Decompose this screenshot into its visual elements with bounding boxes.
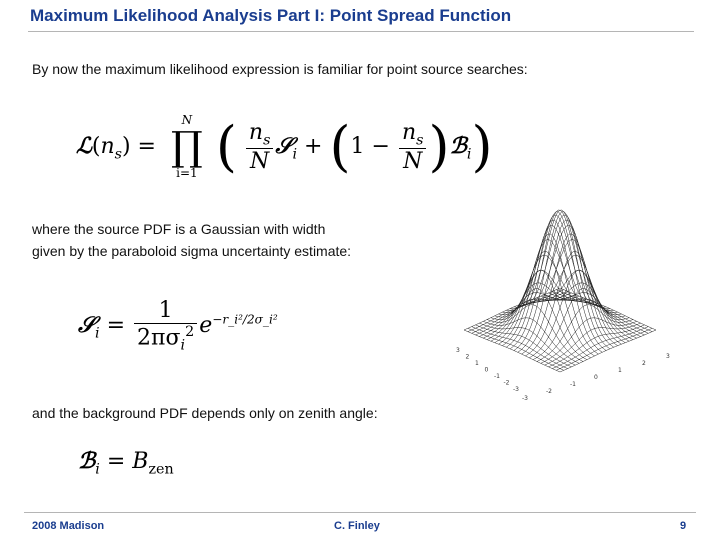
- mesh-line: [510, 210, 606, 349]
- signal-pdf-den: 2πσ: [137, 325, 181, 351]
- background-symbol: ℬ: [449, 133, 467, 159]
- frac-num: n: [248, 119, 264, 145]
- axis-tick-label: 2: [465, 353, 470, 361]
- footer-left: 2008 Madison: [32, 520, 105, 532]
- ns-fraction: [246, 120, 274, 174]
- one: 1: [350, 134, 365, 159]
- product-upper: N: [181, 113, 193, 127]
- axis-tick-label: -1: [570, 381, 576, 388]
- axis-tick-label: -1: [494, 373, 500, 380]
- frac-den-2: N: [403, 149, 423, 175]
- axis-tick-label: -3: [522, 395, 528, 402]
- background-pdf-equation: ℬ$_i$ = $B_{zen}$: [78, 448, 174, 478]
- mesh-line: [472, 327, 568, 369]
- surface-mesh: [464, 210, 656, 372]
- product-lower: i=1: [176, 166, 198, 180]
- slide-title: Maximum Likelihood Analysis Part I: Point Spread Function: [30, 6, 512, 25]
- page-number: 9: [680, 520, 687, 532]
- axis-tick-label: -2: [503, 379, 510, 387]
- exponent: −r_i²/2σ_i²: [212, 312, 278, 327]
- mesh-line: [514, 210, 610, 349]
- signal-pdf-fraction: [134, 298, 197, 354]
- axis-tick-label: 3: [456, 347, 460, 354]
- mesh-line: [552, 327, 648, 369]
- signal-pdf-symbol: 𝒮: [78, 311, 96, 338]
- axis-tick-label: 2: [642, 360, 646, 367]
- frac-num-sub: s: [263, 132, 271, 149]
- signal-symbol: 𝒮: [275, 133, 293, 159]
- likelihood-symbol: ℒ: [76, 133, 92, 159]
- axis-tick-label: -3: [513, 386, 519, 393]
- background-pdf-rhs: B: [132, 449, 149, 474]
- source-text-line1: where the source PDF is a Gaussian with width: [32, 221, 326, 237]
- signal-pdf-num: 1: [158, 298, 173, 323]
- axis-tick-label: 0: [594, 374, 598, 381]
- background-pdf-rhs-sub: zen: [148, 461, 174, 478]
- signal-pdf-den-sub: i: [180, 337, 186, 354]
- footer-center: C. Finley: [334, 520, 380, 532]
- title-divider: [28, 31, 694, 32]
- ns-sub: s: [114, 146, 122, 163]
- background-text: and the background PDF depends only on zenith angle:: [32, 405, 378, 421]
- frac-num-sub-2: s: [416, 132, 424, 149]
- signal-pdf-equation: 𝒮$_i$ = $\frac{1}{2\pi\sigma_i^2}$ $e^{-r\_i^2/2\sigma\_i^2}$: [78, 298, 278, 354]
- axis-tick-label: 1: [475, 360, 479, 367]
- intro-text: By now the maximum likelihood expression is familiar for point source searches:: [32, 61, 528, 77]
- ns-fraction-2: [399, 120, 427, 174]
- axis-ticks-left: [456, 347, 519, 393]
- likelihood-equation: $ℒ(n_s)$ = N ∏ i=1 ( $\frac{n_s}{N}$ 𝒮$_i$ + (1 − $\frac{n_s}{N}$ )ℬ$_i$): [76, 113, 493, 180]
- axis-tick-label: 1: [618, 367, 622, 374]
- signal-pdf-den-sup: 2: [185, 324, 195, 340]
- background-pdf-symbol: ℬ: [78, 448, 96, 474]
- signal-pdf-sub: i: [95, 325, 100, 342]
- axis-tick-label: 3: [666, 353, 670, 360]
- background-pdf-sub: i: [95, 461, 100, 478]
- footer-divider: [24, 512, 696, 513]
- gaussian-surface-plot: [448, 180, 678, 410]
- axis-tick-label: -2: [546, 388, 552, 395]
- background-sub: i: [466, 146, 472, 163]
- exp-base: e: [199, 312, 213, 338]
- axis-tick-label: 0: [484, 366, 489, 374]
- signal-sub: i: [292, 146, 298, 163]
- frac-num-2: n: [401, 119, 417, 145]
- source-text-line2: given by the paraboloid sigma uncertainty estimate:: [32, 243, 352, 259]
- product-operator: N ∏ i=1: [170, 113, 203, 180]
- frac-den: N: [250, 149, 270, 175]
- ns-var: n: [100, 134, 115, 159]
- axis-ticks-right: [522, 353, 670, 402]
